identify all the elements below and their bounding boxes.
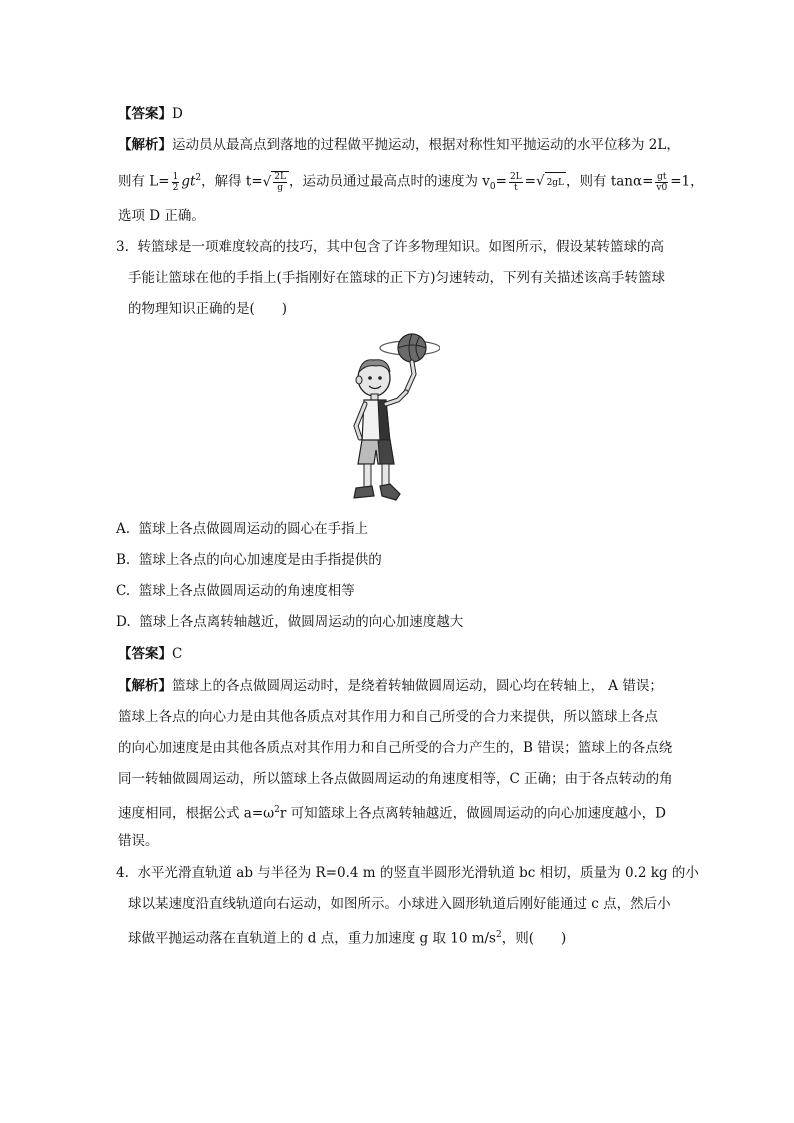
q4-stem-line3: 球做平抛运动落在直轨道上的 d 点，重力加速度 g 取 10 $m/s^2$，则( )	[128, 930, 567, 947]
analysis-text: 运动员从最高点到落地的过程做平抛运动，根据对称性知平抛运动的水平位移为 2L，	[172, 137, 680, 153]
q4-stem-line2: 球以某速度沿直线轨道向右运动，如图所示。小球进入圆形轨道后刚好能通过 c 点，然后小	[128, 896, 671, 912]
formula-text: =	[495, 173, 507, 190]
formula-text: =	[524, 173, 536, 190]
q2-analysis-line2: 则有 L= $\frac{1}{2}$ $gt^2$，解得 t=√ $\frac{2L}{g}$ ，运动员通过最高点时的速度为 $v_0=$ $\frac{2L}{t}$ =√ 2gL ，则有 tanα= $\frac{gt}{v0}$ =1，	[118, 171, 704, 193]
option-text: 篮球上各点做圆周运动的圆心在手指上	[138, 521, 369, 537]
answer-value: D	[172, 106, 183, 122]
answer-label: 【答案】	[118, 646, 172, 662]
stem-text: ，则( )	[501, 930, 567, 947]
analysis-text: 速度相同，根据公式 a=ω	[118, 805, 275, 822]
answer-value: C	[172, 646, 183, 662]
q3-analysis-line2: 篮球上各点的向心力是由其他各质点对其作用力和自己所受的合力来提供，所以篮球上各点	[118, 709, 658, 725]
stem-text: 水平光滑直轨道 ab 与半径为 R=0.4 m 的竖直半圆形光滑轨道 bc 相切，质量为 0.2 kg 的小	[137, 865, 699, 881]
q3-option-c	[116, 581, 355, 601]
formula-text: =1，	[670, 173, 704, 190]
formula-text: ，运动员通过最高点时的速度为 v	[288, 173, 490, 190]
fraction: $\frac{1}{2}$	[172, 171, 179, 193]
stem-text: 球做平抛运动落在直轨道上的 d 点，重力加速度 g 取 10 m/s	[128, 930, 496, 947]
q3-stem-line1	[116, 237, 664, 257]
analysis-text: r 可知篮球上各点离转轴越近，做圆周运动的向心加速度越小，D	[279, 805, 666, 822]
fraction: $\frac{gt}{v0}$	[656, 171, 668, 193]
analysis-label: 【解析】	[118, 137, 172, 153]
formula-text: gt	[181, 173, 196, 190]
q2-analysis-line1	[118, 135, 680, 155]
q2-analysis-line3: 选项 D 正确。	[118, 208, 205, 224]
option-label: D.	[116, 614, 131, 630]
q3-option-a	[116, 519, 368, 539]
question-number: 3.	[116, 239, 129, 255]
question-number: 4.	[116, 865, 129, 881]
option-text: 篮球上各点做圆周运动的角速度相等	[138, 583, 355, 599]
boy-spinning-basketball-illustration	[340, 330, 440, 505]
q3-option-b	[116, 550, 382, 570]
q2-answer	[118, 104, 183, 124]
option-label: B.	[116, 552, 131, 568]
q3-stem-line3: 的物理知识正确的是( )	[128, 301, 288, 317]
fraction: $\frac{2L}{t}$	[509, 171, 522, 193]
formula-text: 则有 L=	[118, 173, 170, 190]
q3-analysis-line6: 错误。	[118, 833, 159, 849]
sqrt-expression: √ $\frac{2L}{g}$	[263, 171, 289, 193]
formula-text: ，则有 tanα=	[566, 173, 654, 190]
q3-analysis-line5: 速度相同，根据公式 $a=\omega^2r$ 可知篮球上各点离转轴越近，做圆周运动的向心加速度越小，D	[118, 805, 666, 822]
answer-label: 【答案】	[118, 106, 172, 122]
q3-analysis-line3: 的向心加速度是由其他各质点对其作用力和自己所受的合力产生的，B 错误；篮球上的各点绕	[118, 740, 673, 756]
q3-analysis-line4: 同一转轴做圆周运动，所以篮球上各点做圆周运动的角速度相等，C 正确；由于各点转动的角	[118, 771, 673, 787]
option-label: C.	[116, 583, 131, 599]
q3-analysis-line1	[118, 676, 663, 696]
analysis-text: 篮球上的各点做圆周运动时，是绕着转轴做圆周运动，圆心均在转轴上， A 错误；	[172, 678, 663, 694]
analysis-label: 【解析】	[118, 678, 172, 694]
option-text: 篮球上各点的向心加速度是由手指提供的	[138, 552, 382, 568]
formula-text: ，解得 t=	[201, 173, 263, 190]
sqrt-expression: √ 2gL	[536, 171, 566, 193]
stem-text: 转篮球是一项难度较高的技巧，其中包含了许多物理知识。如图所示，假设某转篮球的高	[137, 239, 664, 255]
option-label: A.	[116, 521, 131, 537]
q3-stem-line2: 手能让篮球在他的手指上(手指刚好在篮球的正下方)匀速转动，下列有关描述该高手转篮球	[128, 270, 666, 286]
q3-option-d	[116, 612, 463, 632]
q4-stem-line1	[116, 863, 699, 883]
q3-answer	[118, 644, 182, 664]
option-text: 篮球上各点离转轴越近，做圆周运动的向心加速度越大	[139, 614, 464, 630]
